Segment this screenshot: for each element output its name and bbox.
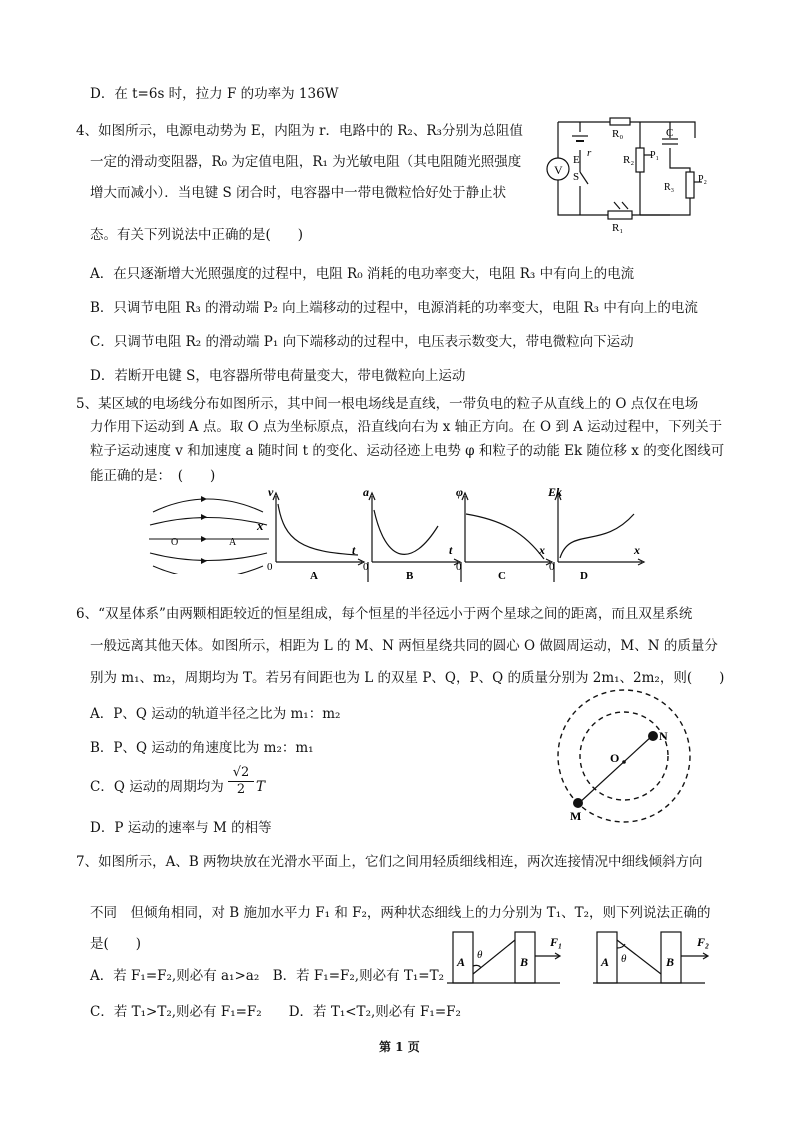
q5-graph-d-xlabel: x	[634, 543, 640, 557]
q4-circuit-r: r	[587, 147, 592, 159]
q4-circuit-p1: P₁	[650, 150, 660, 161]
q6-label-m: M	[570, 809, 582, 823]
q5-graph-a-tag: A	[310, 570, 318, 582]
q6-option-a: A．P、Q 运动的轨道半径之比为 m₁：m₂	[90, 706, 341, 722]
q5-graph-d-ylabel: Ek	[548, 486, 563, 499]
q6-star-n	[648, 731, 658, 741]
q5-graph-a-origin: 0	[267, 561, 273, 573]
q7-fig2-theta: θ	[621, 953, 627, 965]
q6-fraction-denominator: 2	[236, 782, 246, 797]
q5-point-o: O	[171, 537, 179, 548]
q7-option-ab: A．若 F₁=F₂,则必有 a₁>a₂ B．若 F₁=F₂,则必有 T₁=T₂	[90, 968, 445, 984]
q4-circuit-r0: R₀	[612, 128, 624, 140]
q6-label-o: O	[610, 751, 620, 765]
q6-stem-line-1: 6、“双星体系”由两颗相距较近的恒星组成，每个恒星的半径远小于两个星球之间的距离，而且双星系统	[76, 606, 693, 622]
q7-stem-line-3: 是( )	[90, 936, 142, 952]
q7-fig1-force: F₁	[550, 935, 563, 949]
q7-stem-line-1: 7、如图所示，A、B 两物块放在光滑水平面上，它们之间用轻质细线相连，两次连接情况中细线倾斜方向	[76, 854, 703, 870]
q4-option-d: D．若断开电键 S，电容器所带电荷量变大，带电微粒向上运动	[90, 368, 466, 384]
q5-graph-c-xlabel: x	[539, 543, 545, 557]
q5-graph-c-tag: C	[498, 570, 506, 582]
q7-option-cd: C．若 T₁>T₂,则必有 F₁=F₂ D．若 T₁<T₂,则必有 F₁=F₂	[90, 1004, 461, 1020]
q6-option-c-fraction	[228, 765, 254, 798]
q6-stem-line-3: 别为 m₁、m₂，周期均为 T。若另有间距也为 L 的双星 P、Q，P、Q 的质量分别为 2m₁、2m₂，则( )	[90, 670, 725, 686]
q4-circuit-s: S	[573, 171, 580, 183]
q7-fig1-block-b: B	[520, 955, 529, 969]
q6-option-d: D．P 运动的速率与 M 的相等	[90, 820, 272, 836]
q4-option-c: C．只调节电阻 R₂ 的滑动端 P₁ 向下端移动的过程中，电压表示数变大，带电微粒向下运动	[90, 334, 634, 350]
q7-fig1-theta: θ	[477, 949, 483, 961]
q6-fraction-numerator: √2	[228, 765, 254, 782]
q4-circuit-e: E	[573, 154, 580, 166]
q5-stem-line-2: 力作用下运动到 A 点。取 O 点为坐标原点，沿直线向右为 x 轴正方向。在 O 到 A 运动过程中，下列关于	[90, 419, 723, 435]
q5-stem-line-1: 5、某区域的电场线分布如图所示，其中间一根电场线是直线，一带负电的粒子从直线上的 O 点仅在电场	[76, 396, 699, 412]
q4-option-b: B．只调节电阻 R₃ 的滑动端 P₂ 向上端移动的过程中，电源消耗的功率变大，电阻 R₃ 中有向上的电流	[90, 300, 698, 316]
q4-stem-line-2: 一定的滑动变阻器，R₀ 为定值电阻，R₁ 为光敏电阻（其电阻随光照强度	[90, 154, 522, 170]
q4-circuit-r3: R₃	[664, 182, 675, 193]
q6-option-c: C．Q 运动的周期均为	[90, 779, 224, 795]
page-number: 第 1 页	[379, 1040, 420, 1054]
q4-stem-line-3: 增大而减小）．当电键 S 闭合时，电容器中一带电微粒恰好处于静止状	[90, 185, 507, 201]
q4-stem-line-4: 态。有关下列说法中正确的是( )	[90, 227, 304, 243]
q4-stem-line-1: 4、如图所示，电源电动势为 E，内阻为 r．电路中的 R₂、R₃分别为总阻值	[76, 123, 523, 139]
q5-graph-c-ylabel: φ	[456, 486, 464, 499]
q4-circuit-diagram	[540, 110, 720, 235]
q6-option-b: B．P、Q 运动的角速度比为 m₂：m₁	[90, 740, 314, 756]
q4-circuit-r1: R₁	[612, 222, 624, 234]
q7-fig2-block-b: B	[666, 955, 675, 969]
q4-option-a: A．在只逐渐增大光照强度的过程中，电阻 R₀ 消耗的电功率变大，电阻 R₃ 中有向上的电流	[90, 266, 635, 282]
q5-field-lines-figure	[145, 492, 275, 574]
q7-stem-line-2: 不同 但倾角相同，对 B 施加水平力 F₁ 和 F₂，两种状态细线上的力分别为 T₁、T₂，则下列说法正确的	[90, 905, 711, 921]
q5-graph-d-origin: 0	[549, 561, 555, 573]
q4-circuit-c: C	[666, 127, 674, 139]
q6-label-n: N	[659, 729, 668, 743]
q4-circuit-r2: R₂	[623, 154, 635, 166]
q6-option-c-tail: T	[256, 779, 266, 795]
q5-graph-d-tag: D	[580, 570, 588, 582]
q7-fig2-force: F₂	[697, 935, 710, 949]
q7-fig1-block-a: A	[457, 955, 466, 969]
q5-point-a: A	[229, 537, 237, 548]
q5-graphs	[262, 486, 652, 584]
q4-circuit-p2: P₂	[698, 174, 708, 185]
q5-stem-line-4: 能正确的是： ( )	[90, 468, 216, 484]
q7-blocks-figure	[445, 926, 735, 986]
q5-graph-a-ylabel: v	[268, 486, 274, 499]
q5-graph-b-origin: 0	[363, 561, 369, 573]
q6-star-m	[573, 798, 583, 808]
q5-graph-b-ylabel: a	[363, 486, 369, 499]
q3-option-d: D．在 t=6s 时，拉力 F 的功率为 136W	[90, 86, 339, 102]
q6-double-star-figure	[552, 686, 712, 826]
q5-graph-b-xlabel: t	[449, 543, 453, 557]
q5-graph-c-origin: 0	[456, 561, 462, 573]
q5-graph-b-tag: B	[406, 570, 414, 582]
q7-fig2-block-a: A	[601, 955, 610, 969]
q4-circuit-v: V	[554, 163, 563, 177]
q5-field-x: x	[257, 518, 264, 533]
q5-stem-line-3: 粒子运动速度 v 和加速度 a 随时间 t 的变化、运动径迹上电势 φ 和粒子的动能 Ek 随位移 x 的变化图线可	[90, 443, 725, 459]
q5-graph-a-xlabel: t	[352, 543, 356, 557]
q6-stem-line-2: 一般远离其他天体。如图所示，相距为 L 的 M、N 两恒星绕共同的圆心 O 做圆周运动，M、N 的质量分	[90, 638, 718, 654]
